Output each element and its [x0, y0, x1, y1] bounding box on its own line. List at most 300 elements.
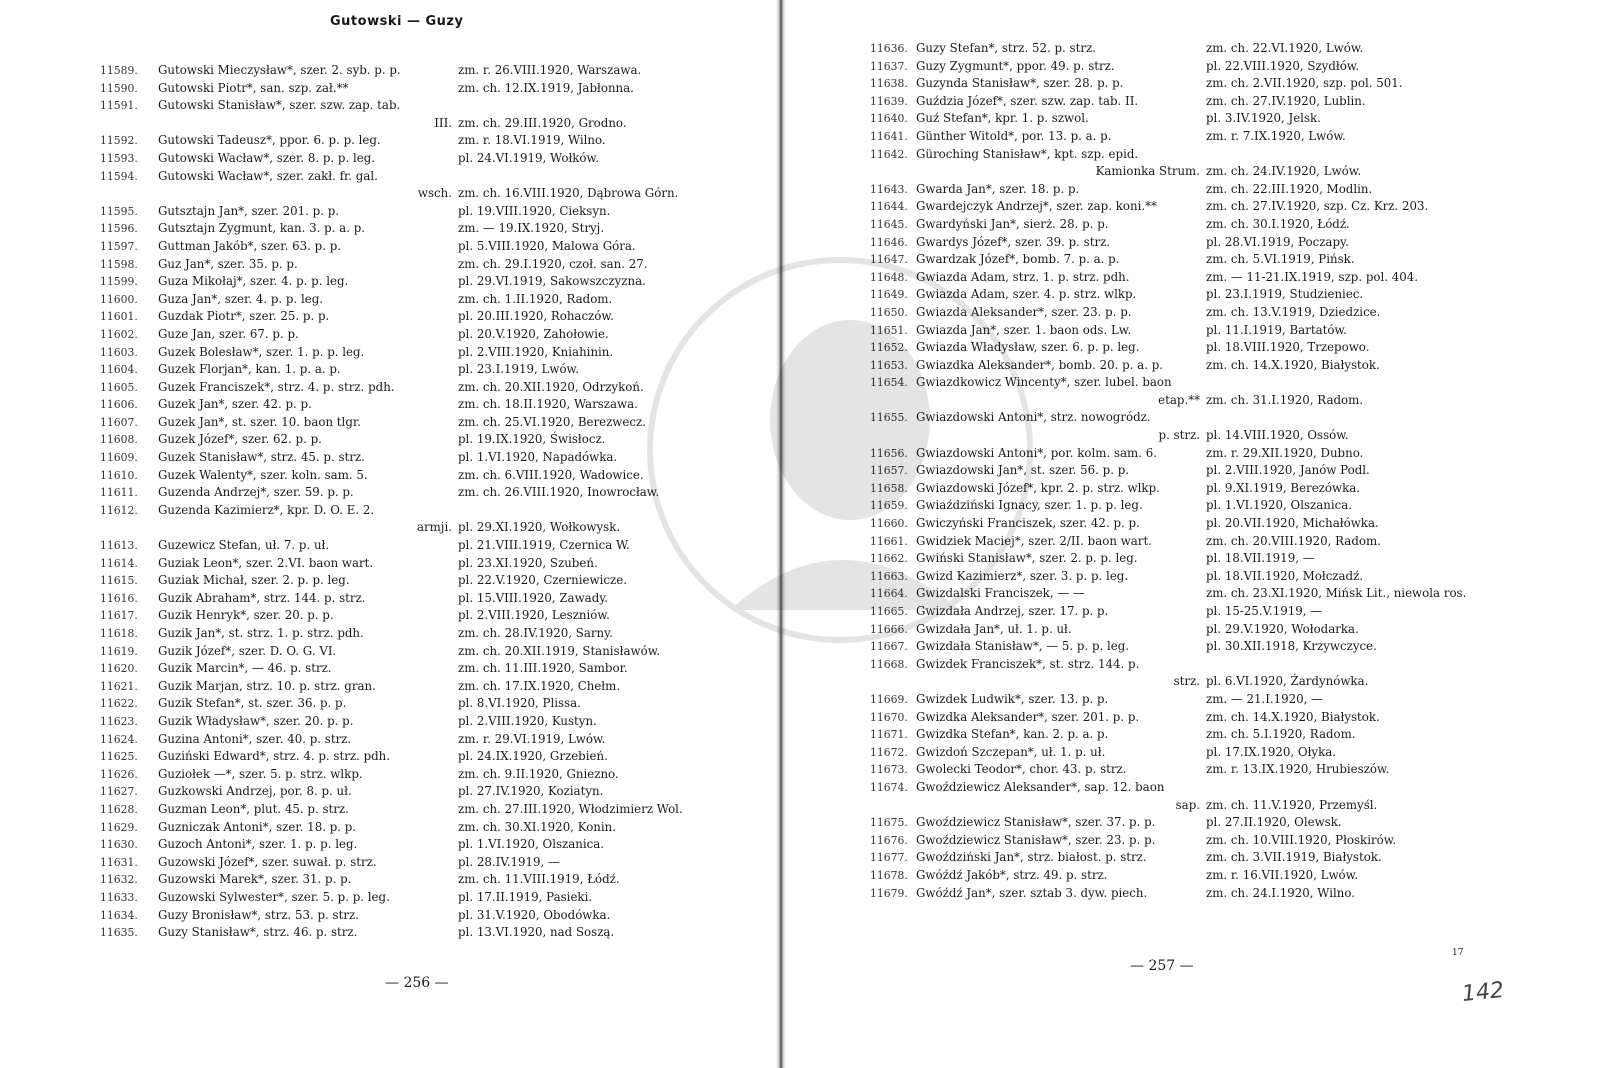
entry-fate: zm. ch. 22.VI.1920, Lwów. — [1206, 41, 1364, 55]
entry-fate: pl. 13.VI.1920, nad Soszą. — [458, 925, 615, 940]
entry-name: Günther Witold*, por. 13. p. a. p. — [916, 128, 1112, 143]
register-entry — [100, 819, 740, 837]
entry-fate: zm. ch. 14.X.1920, Białystok. — [1206, 357, 1380, 372]
entry-number: 11645. — [870, 217, 908, 231]
entry-number: 11676. — [870, 833, 908, 847]
entry-fate: pl. 30.XII.1918, Krzywczyce. — [1206, 639, 1377, 654]
entry-name: armji. — [416, 520, 452, 535]
entry-number: 11663. — [870, 569, 908, 583]
entry-name: Gwizd Kazimierz*, szer. 3. p. p. leg. — [916, 568, 1129, 583]
entry-fate: zm. ch. 28.IV.1920, Sarny. — [458, 626, 613, 640]
entry-number: 11661. — [870, 534, 908, 548]
register-entry — [100, 555, 740, 573]
entry-name: Guzek Florjan*, kan. 1. p. a. p. — [158, 362, 341, 377]
entry-number: 11673. — [870, 763, 908, 777]
entry-name: Gwidziek Maciej*, szer. 2/II. baon wart. — [916, 533, 1152, 548]
entry-number: 11589. — [100, 64, 138, 77]
entry-name: Guza Mikołaj*, szer. 4. p. p. leg. — [158, 274, 349, 289]
register-entry — [100, 537, 740, 555]
entry-fate: zm. — 11-21.IX.1919, szp. pol. 404. — [1206, 269, 1419, 284]
entry-number: 11593. — [100, 151, 138, 165]
entry-fate: pl. 20.VII.1920, Michałówka. — [1206, 516, 1379, 531]
entry-fate: zm. — 21.I.1920, — — [1206, 691, 1323, 706]
entry-name: Gutsztajn Jan*, szer. 201. p. p. — [158, 203, 340, 218]
entry-number: 11670. — [870, 710, 908, 724]
entry-number — [100, 185, 158, 203]
register-entry — [100, 625, 740, 643]
entry-name: Gutsztajn Zygmunt, kan. 3. p. a. p. — [158, 221, 366, 236]
entry-number: 11669. — [870, 692, 908, 706]
register-entry — [100, 907, 740, 925]
entry-fate: zm. ch. 22.III.1920, Modlin. — [1206, 181, 1373, 196]
entry-fate: zm. ch. 20.XII.1919, Stanisławów. — [458, 643, 661, 658]
entry-fate: zm. ch. 1.II.1920, Radom. — [458, 291, 613, 306]
entry-name: Guździa Józef*, szer. szw. zap. tab. II. — [916, 93, 1139, 108]
entry-number: 11660. — [870, 517, 908, 531]
register-entry — [870, 533, 1570, 551]
register-entry — [100, 449, 740, 467]
entry-number: 11671. — [870, 728, 908, 742]
entry-name: Guzy Stanisław*, strz. 46. p. strz. — [158, 925, 358, 940]
entry-fate: zm. ch. 12.IX.1919, Jabłonna. — [458, 80, 634, 95]
register-entry — [100, 854, 740, 872]
entry-number: 11612. — [100, 503, 138, 517]
entry-fate: zm. ch. 5.VI.1919, Pińsk. — [1206, 252, 1355, 267]
entry-name: Guzdak Piotr*, szer. 25. p. p. — [158, 309, 330, 324]
entry-number: 11644. — [870, 200, 908, 214]
register-entry — [100, 731, 740, 749]
entry-name: Guzek Jan*, st. szer. 10. baon tlgr. — [158, 414, 361, 429]
entry-name: Guziński Edward*, strz. 4. p. strz. pdh. — [158, 749, 391, 764]
entry-fate: pl. 1.VI.1920, Napadówka. — [458, 450, 618, 465]
entry-name: Guzik Marcin*, — 46. p. strz. — [158, 661, 332, 676]
entry-number: 11625. — [100, 750, 138, 764]
entry-fate: pl. 1.VI.1920, Olszanica. — [458, 837, 605, 852]
entry-name: Gwizdalski Franciszek, — — — [916, 586, 1085, 601]
entry-name: Guziołek —*, szer. 5. p. strz. wlkp. — [158, 766, 363, 781]
register-entry — [870, 75, 1570, 93]
entry-name: wsch. — [417, 186, 452, 201]
entry-name: Gutowski Wacław*, szer. 8. p. p. leg. — [158, 150, 376, 165]
entry-fate: pl. 29.V.1920, Wołodarka. — [1206, 621, 1359, 636]
entry-name: III. — [434, 115, 452, 130]
register-entry — [100, 80, 740, 98]
entry-number: 11600. — [100, 292, 138, 306]
register-entry — [100, 379, 740, 397]
entry-fate: pl. 23.I.1919, Studzieniec. — [1206, 287, 1364, 302]
entry-number: 11590. — [100, 81, 138, 95]
entry-fate: pl. 17.IX.1920, Ołyka. — [1206, 744, 1337, 759]
entry-fate: pl. 3.IV.1920, Jelsk. — [1206, 111, 1321, 126]
register-entry-continuation — [870, 163, 1570, 181]
entry-name: Gwardzak Józef*, bomb. 7. p. a. p. — [916, 252, 1120, 267]
entry-number: 11636. — [870, 42, 908, 55]
entry-fate: pl. 6.VI.1920, Żardynówka. — [1206, 674, 1369, 689]
entry-name: Gwizdoń Szczepan*, uł. 1. p. uł. — [916, 744, 1106, 759]
entry-number: 11613. — [100, 539, 138, 553]
entry-number: 11601. — [100, 310, 138, 324]
register-entry — [870, 638, 1570, 656]
entry-fate — [1206, 409, 1570, 427]
register-entry — [100, 836, 740, 854]
handwritten-note: 142 — [1460, 977, 1506, 1008]
entry-name: Gutowski Piotr*, san. szp. zał.** — [158, 80, 349, 95]
register-entry — [870, 656, 1570, 674]
entry-name: Gwizdała Andrzej, szer. 17. p. p. — [916, 604, 1109, 618]
entry-fate: pl. 23.I.1919, Lwów. — [458, 362, 579, 377]
entry-number: 11654. — [870, 376, 908, 390]
register-entry — [100, 238, 740, 256]
register-entry — [100, 766, 740, 784]
entry-name: Gwiazdowski Antoni*, strz. nowogródz. — [916, 410, 1151, 425]
entry-name: Gwardys Józef*, szer. 39. p. strz. — [916, 234, 1111, 249]
entry-number: 11618. — [100, 627, 138, 640]
entry-name: Guzik Stefan*, st. szer. 36. p. p. — [158, 696, 347, 711]
entry-fate: zm. ch. 24.IV.1920, Lwów. — [1206, 164, 1362, 179]
entry-fate: zm. ch. 31.I.1920, Radom. — [1206, 392, 1364, 407]
register-entry — [100, 783, 740, 801]
entry-number: 11609. — [100, 451, 138, 465]
entry-number: 11632. — [100, 873, 138, 887]
entry-fate: pl. 2.VIII.1920, Leszniów. — [458, 608, 610, 623]
right-entry-list — [870, 40, 1570, 902]
entry-number: 11617. — [100, 609, 138, 623]
entry-number: 11664. — [870, 587, 908, 601]
entry-fate: zm. ch. 16.VIII.1920, Dąbrowa Górn. — [458, 186, 679, 201]
entry-fate: zm. ch. 23.XI.1920, Mińsk Lit., niewola ros. — [1206, 586, 1467, 601]
entry-fate: zm. ch. 24.I.1920, Wilno. — [1206, 885, 1356, 900]
register-entry — [100, 220, 740, 238]
register-entry — [870, 691, 1570, 709]
entry-name: Gwizdała Stanisław*, — 5. p. p. leg. — [916, 639, 1130, 654]
register-entry-continuation — [870, 392, 1570, 410]
entry-number: 11674. — [870, 780, 908, 794]
entry-name: Guzek Jan*, szer. 42. p. p. — [158, 397, 312, 412]
entry-fate: zm. ch. 2.VII.1920, szp. pol. 501. — [1206, 76, 1403, 91]
entry-fate — [458, 168, 740, 186]
entry-number: 11667. — [870, 640, 908, 654]
register-entry — [100, 713, 740, 731]
entry-fate: pl. 19.VIII.1920, Cieksyn. — [458, 203, 611, 218]
entry-name: Guzik Henryk*, szer. 20. p. p. — [158, 608, 334, 623]
register-entry — [870, 146, 1570, 164]
entry-number: 11607. — [100, 415, 138, 429]
register-entry — [870, 110, 1570, 128]
register-entry — [100, 150, 740, 168]
entry-name: Gwiazdkowicz Wincenty*, szer. lubel. baon — [916, 375, 1172, 390]
register-entry — [870, 374, 1570, 392]
entry-fate: zm. ch. 9.II.1920, Gniezno. — [458, 766, 619, 781]
entry-name: Gwiaździński Ignacy, szer. 1. p. p. leg. — [916, 498, 1143, 513]
register-entry — [100, 484, 740, 502]
entry-fate: zm. ch. 30.I.1920, Łódź. — [1206, 216, 1350, 231]
register-entry — [100, 924, 740, 942]
entry-fate: pl. 29.VI.1919, Sakowszczyzna. — [458, 274, 646, 289]
left-entry-list — [100, 62, 740, 942]
entry-name: Gwardejczyk Andrzej*, szer. zap. koni.** — [916, 199, 1157, 214]
entry-fate: zm. ch. 20.VIII.1920, Radom. — [1206, 533, 1381, 548]
entry-fate: zm. r. 29.VI.1919, Lwów. — [458, 731, 606, 746]
entry-fate: zm. ch. 27.IV.1920, szp. Cz. Krz. 203. — [1206, 199, 1429, 214]
entry-number: 11634. — [100, 908, 138, 922]
entry-number: 11662. — [870, 552, 908, 566]
entry-name: Guzik Abraham*, strz. 144. p. strz. — [158, 590, 366, 605]
entry-fate — [458, 97, 740, 115]
register-entry — [870, 269, 1570, 287]
entry-name: Gwiazda Jan*, szer. 1. baon ods. Lw. — [916, 322, 1132, 337]
entry-name: Guzek Józef*, szer. 62. p. p. — [158, 432, 322, 447]
register-entry — [100, 660, 740, 678]
register-entry-continuation — [100, 519, 740, 537]
entry-number: 11615. — [100, 574, 138, 588]
entry-fate: pl. 2.VIII.1920, Kustyn. — [458, 713, 597, 728]
entry-number: 11655. — [870, 411, 908, 425]
entry-number: 11622. — [100, 697, 138, 711]
entry-name: Guzowski Marek*, szer. 31. p. p. — [158, 872, 352, 887]
entry-name: Guzina Antoni*, szer. 40. p. strz. — [158, 731, 352, 746]
entry-number — [870, 163, 916, 181]
entry-name: Guzek Bolesław*, szer. 1. p. p. leg. — [158, 344, 365, 359]
entry-fate: pl. 11.I.1919, Bartatów. — [1206, 322, 1347, 337]
entry-name: Güroching Stanisław*, kpt. szp. epid. — [916, 146, 1139, 161]
register-entry — [870, 286, 1570, 304]
entry-fate: zm. ch. 30.XI.1920, Konin. — [458, 819, 617, 834]
register-entry — [100, 889, 740, 907]
entry-name: Guzy Zygmunt*, ppor. 49. p. strz. — [916, 58, 1115, 73]
entry-fate: zm. r. 13.IX.1920, Hrubieszów. — [1206, 762, 1390, 777]
entry-number: 11658. — [870, 481, 908, 495]
register-entry — [870, 445, 1570, 463]
entry-fate: zm. ch. 26.VIII.1920, Inowrocław. — [458, 485, 660, 500]
entry-fate — [1206, 146, 1570, 164]
entry-fate: pl. 21.VIII.1919, Czernica W. — [458, 538, 630, 553]
entry-number: 11668. — [870, 657, 908, 671]
register-entry — [870, 181, 1570, 199]
register-entry — [100, 291, 740, 309]
entry-fate: pl. 8.VI.1920, Plissa. — [458, 696, 581, 711]
entry-number: 11675. — [870, 816, 908, 830]
entry-name: Guziak Leon*, szer. 2.VI. baon wart. — [158, 555, 374, 570]
register-entry — [100, 203, 740, 221]
entry-name: Gwizdka Stefan*, kan. 2. p. a. p. — [916, 727, 1109, 742]
entry-number: 11614. — [100, 556, 138, 570]
register-entry — [870, 251, 1570, 269]
entry-name: Guzman Leon*, plut. 45. p. strz. — [158, 801, 349, 816]
entry-name: Gwolecki Teodor*, chor. 43. p. strz. — [916, 762, 1127, 777]
entry-fate: pl. 18.VII.1919, — — [1206, 551, 1315, 566]
entry-name: Guzik Józef*, szer. D. O. G. VI. — [158, 643, 337, 658]
entry-name: Kamionka Strum. — [1095, 164, 1200, 179]
entry-fate: pl. 20.III.1920, Rohaczów. — [458, 309, 614, 324]
entry-number: 11628. — [100, 802, 138, 816]
entry-name: Gwiński Stanisław*, szer. 2. p. p. leg. — [916, 551, 1138, 566]
entry-fate: pl. 17.II.1919, Pasieki. — [458, 889, 593, 904]
entry-fate: pl. 24.IX.1920, Grzebień. — [458, 749, 608, 764]
register-entry — [870, 198, 1570, 216]
entry-number: 11594. — [100, 169, 138, 183]
register-entry — [870, 93, 1570, 111]
entry-fate: pl. 23.XI.1920, Szubeń. — [458, 555, 598, 570]
entry-name: Gwizdała Jan*, uł. 1. p. uł. — [916, 621, 1072, 636]
entry-name: Gwiazda Aleksander*, szer. 23. p. p. — [916, 304, 1132, 319]
register-entry — [870, 814, 1570, 832]
entry-number: 11641. — [870, 129, 908, 143]
left-page — [0, 0, 778, 1068]
entry-number: 11650. — [870, 305, 908, 319]
entry-name: Gwizdek Ludwik*, szer. 13. p. p. — [916, 691, 1109, 706]
register-entry — [870, 409, 1570, 427]
entry-fate: pl. 27.II.1920, Olewsk. — [1206, 815, 1342, 830]
signature-mark: 17 — [1452, 948, 1464, 958]
entry-name: Gwizdka Aleksander*, szer. 201. p. p. — [916, 709, 1140, 724]
entry-number: 11653. — [870, 358, 908, 372]
entry-name: Gwiazda Władysław, szer. 6. p. p. leg. — [916, 340, 1140, 355]
entry-fate: pl. 15-25.V.1919, — — [1206, 604, 1323, 618]
entry-fate: zm. ch. 14.X.1920, Białystok. — [1206, 709, 1380, 724]
register-entry — [100, 361, 740, 379]
entry-number: 11606. — [100, 398, 138, 412]
register-entry — [100, 62, 740, 80]
register-entry — [100, 643, 740, 661]
register-entry — [100, 308, 740, 326]
entry-number: 11647. — [870, 253, 908, 267]
entry-name: Gwoździewicz Stanisław*, szer. 23. p. p. — [916, 832, 1156, 847]
entry-fate: pl. 31.V.1920, Obodówka. — [458, 907, 611, 922]
entry-fate: zm. ch. 10.VIII.1920, Płoskirów. — [1206, 832, 1397, 847]
entry-number — [100, 519, 158, 537]
entry-name: strz. — [1173, 674, 1200, 689]
entry-name: Gwizdek Franciszek*, st. strz. 144. p. — [916, 656, 1140, 671]
register-entry — [870, 885, 1570, 903]
entry-fate: zm. ch. 27.IV.1920, Lublin. — [1206, 93, 1366, 108]
register-entry — [100, 256, 740, 274]
register-entry — [870, 550, 1570, 568]
entry-number: 11665. — [870, 605, 908, 618]
entry-name: Guttman Jakób*, szer. 63. p. p. — [158, 238, 341, 253]
entry-number: 11651. — [870, 323, 908, 337]
register-entry — [100, 871, 740, 889]
entry-number: 11621. — [100, 679, 138, 693]
entry-name: Gwóźdź Jakób*, strz. 49. p. strz. — [916, 867, 1108, 882]
entry-fate: zm. ch. 3.VII.1919, Białystok. — [1206, 850, 1382, 865]
register-entry — [100, 97, 740, 115]
entry-number: 11620. — [100, 662, 138, 676]
page-number-right: — 257 — — [1130, 958, 1194, 974]
entry-name: Guzowski Sylwester*, szer. 5. p. p. leg. — [158, 889, 390, 904]
entry-number: 11624. — [100, 732, 138, 746]
register-entry — [870, 339, 1570, 357]
entry-name: Guzenda Kazimierz*, kpr. D. O. E. 2. — [158, 502, 375, 517]
register-entry — [100, 326, 740, 344]
register-entry — [870, 515, 1570, 533]
entry-number: 11610. — [100, 468, 138, 482]
entry-number — [870, 797, 916, 815]
entry-fate: zm. ch. 18.II.1920, Warszawa. — [458, 397, 638, 412]
entry-fate: pl. 2.VIII.1920, Janów Podl. — [1206, 463, 1370, 478]
entry-fate: pl. 9.XI.1919, Berezówka. — [1206, 480, 1361, 495]
entry-number: 11637. — [870, 59, 908, 73]
entry-fate: pl. 22.V.1920, Czerniewicze. — [458, 573, 627, 588]
entry-fate: zm. ch. 20.XII.1920, Odrzykoń. — [458, 379, 644, 394]
entry-number: 11638. — [870, 77, 908, 91]
entry-name: Gwiazdowski Józef*, kpr. 2. p. strz. wlkp. — [916, 480, 1160, 495]
entry-fate: zm. r. 18.VI.1919, Wilno. — [458, 133, 606, 148]
entry-number: 11666. — [870, 622, 908, 636]
entry-name: Guzowski Józef*, szer. suwał. p. strz. — [158, 854, 377, 869]
register-entry — [870, 322, 1570, 340]
entry-name: Guzewicz Stefan, uł. 7. p. uł. — [158, 538, 330, 553]
entry-fate: pl. 24.VI.1919, Wołków. — [458, 150, 599, 165]
entry-name: Guzkowski Andrzej, por. 8. p. uł. — [158, 784, 352, 799]
entry-number: 11629. — [100, 820, 138, 834]
entry-fate: pl. 15.VIII.1920, Zawady. — [458, 590, 609, 605]
entry-fate: zm. ch. 27.III.1920, Włodzimierz Wol. — [458, 801, 683, 816]
entry-number: 11627. — [100, 785, 138, 799]
entry-name: p. strz. — [1158, 428, 1200, 443]
entry-number: 11646. — [870, 235, 908, 249]
entry-number — [870, 392, 916, 410]
entry-name: Guze Jan, szer. 67. p. p. — [158, 326, 299, 341]
register-entry — [870, 40, 1570, 58]
register-entry — [100, 168, 740, 186]
entry-number: 11656. — [870, 446, 908, 460]
entry-number: 11648. — [870, 270, 908, 284]
register-entry — [100, 467, 740, 485]
register-entry — [870, 234, 1570, 252]
entry-fate: pl. 28.VI.1919, Poczapy. — [1206, 234, 1349, 249]
entry-number: 11603. — [100, 345, 138, 359]
register-entry — [870, 621, 1570, 639]
entry-fate: zm. r. 7.IX.1920, Lwów. — [1206, 128, 1346, 143]
register-entry — [100, 678, 740, 696]
register-entry — [870, 726, 1570, 744]
running-header: Gutowski — Guzy — [330, 14, 464, 29]
register-entry — [100, 801, 740, 819]
register-entry — [100, 414, 740, 432]
entry-name: Gwiazda Adam, strz. 1. p. strz. pdh. — [916, 269, 1130, 284]
register-entry-continuation — [870, 427, 1570, 445]
entry-fate: pl. 1.VI.1920, Olszanica. — [1206, 498, 1353, 513]
entry-number: 11608. — [100, 433, 138, 447]
register-entry — [100, 572, 740, 590]
entry-fate: zm. ch. 11.VIII.1919, Łódź. — [458, 872, 620, 887]
entry-fate: zm. r. 16.VII.1920, Lwów. — [1206, 867, 1359, 882]
register-entry — [870, 568, 1570, 586]
entry-name: sap. — [1175, 797, 1200, 812]
entry-name: Guzy Stefan*, strz. 52. p. strz. — [916, 41, 1096, 55]
entry-number: 11630. — [100, 838, 138, 852]
entry-number: 11678. — [870, 868, 908, 882]
entry-number: 11672. — [870, 745, 908, 759]
entry-name: Guzoch Antoni*, szer. 1. p. p. leg. — [158, 837, 358, 852]
entry-fate: pl. 27.IV.1920, Koziatyn. — [458, 784, 604, 799]
entry-name: Gwiazdowski Jan*, st. szer. 56. p. p. — [916, 463, 1130, 478]
entry-name: Gwiazdka Aleksander*, bomb. 20. p. a. p. — [916, 357, 1163, 372]
page-number-left: — 256 — — [385, 975, 449, 991]
entry-number: 11649. — [870, 288, 908, 302]
entry-fate — [1206, 374, 1570, 392]
entry-fate: zm. ch. 11.V.1920, Przemyśl. — [1206, 797, 1378, 812]
entry-name: Gwiazda Adam, szer. 4. p. strz. wlkp. — [916, 287, 1137, 302]
entry-number: 11652. — [870, 341, 908, 355]
register-entry — [100, 344, 740, 362]
register-entry — [870, 357, 1570, 375]
register-entry-continuation — [100, 185, 740, 203]
entry-name: Guziak Michał, szer. 2. p. p. leg. — [158, 573, 350, 588]
register-entry — [100, 431, 740, 449]
entry-name: Gutowski Tadeusz*, ppor. 6. p. p. leg. — [158, 133, 381, 148]
entry-number: 11642. — [870, 147, 908, 161]
